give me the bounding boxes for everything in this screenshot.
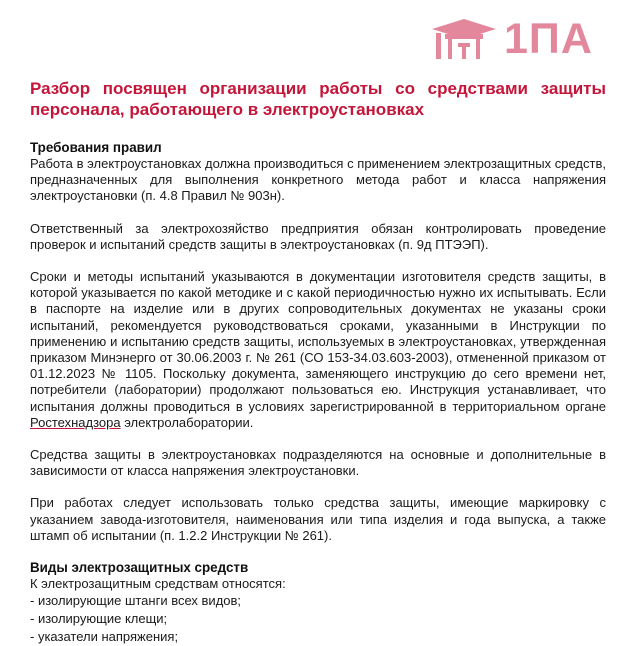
paragraph: Средства защиты в электроустановках подразделяются на основные и дополнительные в зависимости от класса напряжения электроустановки. <box>30 447 606 479</box>
list-intro: К электрозащитным средствам относятся: <box>30 576 286 592</box>
list-item: - изолирующие клещи; <box>30 611 168 627</box>
paragraph: Ответственный за электрохозяйство предприятия обязан контролировать проведение проверок и испытаний средств защиты в электроустановках (п. 9д ПТЭЭП). <box>30 220 606 252</box>
section-heading-requirements: Требования правил <box>30 140 162 155</box>
rostekhnadzor-link[interactable]: Ростехнадзора <box>30 414 121 430</box>
graduation-cap-icon <box>430 17 498 61</box>
list-item: - изолирующие штанги всех видов; <box>30 593 242 609</box>
paragraph-text: Сроки и методы испытаний указываются в документации изготовителя средств защиты, в которой указывается по какой методике и с какой периодичностью нужно их испытывать. Если в паспорте на изделие или в других сопроводительных документах не указаны сроки испытаний, рекомендуется руководствоваться сроками, указанными в Инструкции по применению и испытанию средств защиты, используемых в электроустановках, утвержденная приказом Минэнерго от 30.06.2003 г. № 261 (СО 153-34.03.603-2003), отмененной приказом от 01.12.2023 № 1105. Поскольку документа, заменяющего инструкцию до сего времени нет, потребители (лаборатории) продолжают пользоваться ею. Инструкция устанавливает, что испытания должны проводиться в условиях зарегистрированной в территориальном органе <box>30 269 606 414</box>
paragraph: Работа в электроустановках должна производиться с применением электрозащитных средств, предназначенных для выполнения конкретного метода работ и класса напряжения электроустановки (п. 4.8 Правил № 903н). <box>30 156 606 204</box>
paragraph-testing-terms <box>30 269 606 431</box>
brand-logo <box>430 14 606 64</box>
article-body <box>30 78 606 646</box>
section-heading-types: Виды электрозащитных средств <box>30 560 249 576</box>
paragraph: При работах следует использовать только средства защиты, имеющие маркировку с указанием завода-изготовителя, наименования или типа изделия и года выпуска, а также штамп об испытании (п. 1.2.2 Инструкции № 261). <box>30 495 606 543</box>
protective-equipment-list <box>30 592 606 646</box>
page-title: Разбор посвящен организации работы со средствами защиты персонала, работающего в электроустановках <box>30 79 606 119</box>
logo-text: 1ПА <box>504 14 593 63</box>
list-item: - указатели напряжения; <box>30 629 179 645</box>
paragraph-text: электролаборатории. <box>120 414 254 430</box>
